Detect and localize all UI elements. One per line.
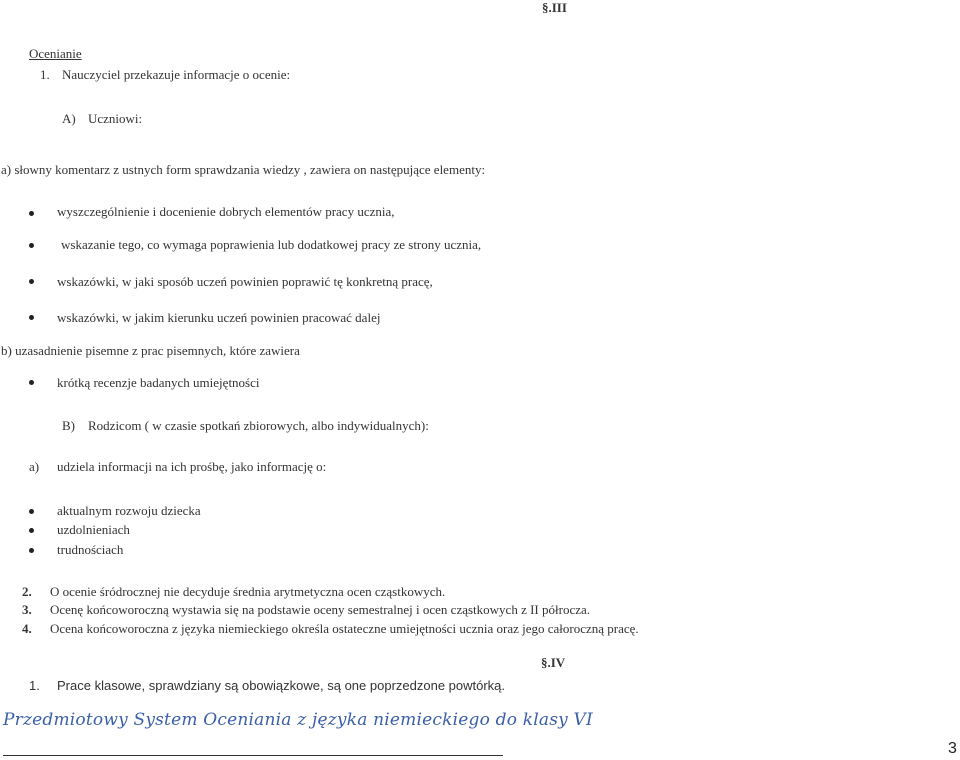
footer-divider (3, 755, 503, 756)
bullet-dot (29, 380, 34, 385)
item-4-number: 4. (22, 621, 32, 636)
bullet-a-4: wskazówki, w jakim kierunku uczeń powinien pracować dalej (57, 310, 381, 325)
bullet-dot (29, 211, 34, 216)
item-iv-1-number: 1. (29, 678, 40, 693)
sub-b2-label: a) (29, 459, 40, 474)
item-3-number: 3. (22, 602, 32, 617)
sub-b-text: b) uzasadnienie pisemne z prac pisemnych, które zawiera (1, 343, 300, 358)
bullet-dot (29, 279, 34, 284)
sub-b2-text: udziela informacji na ich prośbę, jako informację o: (57, 459, 327, 474)
section-title: Ocenianie (29, 46, 82, 61)
bullet-dot (29, 528, 34, 533)
item-1-text: Nauczyciel przekazuje informacje o ocenie: (62, 67, 291, 82)
bullet-dot (29, 548, 34, 553)
bullet-c-3: trudnościach (57, 542, 124, 557)
group-a-text: Uczniowi: (88, 111, 143, 126)
group-a-label: A) (62, 111, 76, 126)
group-b-text: Rodzicom ( w czasie spotkań zbiorowych, albo indywidualnych): (88, 418, 429, 433)
bullet-dot (29, 509, 34, 514)
sub-a-text: a) słowny komentarz z ustnych form sprawdzania wiedzy , zawiera on następujące elementy: (1, 162, 486, 177)
bullet-c-2: uzdolnieniach (57, 522, 130, 537)
item-3-text: Ocenę końcoworoczną wystawia się na podstawie oceny semestralnej i ocen cząstkowych z II półrocza. (50, 602, 591, 617)
item-iv-1-text: Prace klasowe, sprawdziany są obowiązkowe, są one poprzedzone powtórką. (57, 678, 506, 693)
bullet-a-2: wskazanie tego, co wymaga poprawienia lub dodatkowej pracy ze strony ucznia, (61, 237, 482, 252)
bullet-c-1: aktualnym rozwoju dziecka (57, 503, 201, 518)
bullet-a-3: wskazówki, w jaki sposób uczeń powinien poprawić tę konkretną pracę, (57, 274, 433, 289)
section-heading-iv: §.IV (541, 655, 566, 670)
page-number: 3 (948, 740, 957, 757)
section-heading-iii: §.III (542, 0, 567, 15)
item-1-number: 1. (40, 67, 50, 82)
group-b-label: B) (62, 418, 75, 433)
item-4-text: Ocena końcoworoczna z języka niemieckiego określa ostateczne umiejętności ucznia oraz jego całoroczną pracę. (50, 621, 639, 636)
bullet-dot (29, 315, 34, 320)
bullet-b-1: krótką recenzje badanych umiejętności (57, 375, 260, 390)
bullet-a-1: wyszczególnienie i docenienie dobrych elementów pracy ucznia, (57, 204, 395, 219)
footer-title: Przedmiotowy System Oceniania z języka niemieckiego do klasy VI (3, 710, 593, 730)
item-2-number: 2. (22, 584, 32, 599)
item-2-text: O ocenie śródrocznej nie decyduje średnia arytmetyczna ocen cząstkowych. (50, 584, 446, 599)
bullet-dot (29, 243, 34, 248)
